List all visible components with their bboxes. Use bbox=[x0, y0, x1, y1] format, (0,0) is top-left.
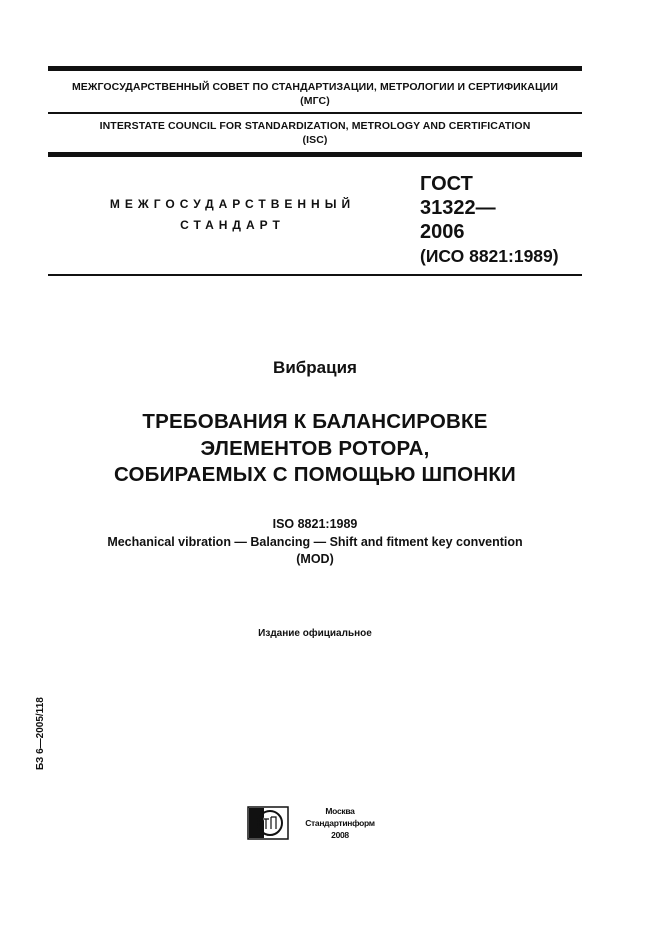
publisher-imprint bbox=[294, 805, 386, 841]
council-ru bbox=[48, 80, 582, 108]
gost-number: 31322— bbox=[420, 197, 496, 219]
interstate-standard-label bbox=[100, 194, 365, 236]
publisher-name: Стандартинформ bbox=[305, 818, 375, 828]
label-line-1: МЕЖГОСУДАРСТВЕННЫЙ bbox=[109, 197, 356, 211]
publisher-city: Москва bbox=[325, 806, 355, 816]
header-bottom-rule bbox=[48, 152, 582, 157]
iso-reference bbox=[48, 516, 582, 569]
gost-designation bbox=[420, 172, 590, 268]
title-line-1: ТРЕБОВАНИЯ К БАЛАНСИРОВКЕ bbox=[142, 410, 488, 433]
council-en-abbr: (ISC) bbox=[302, 134, 328, 146]
council-ru-abbr: (МГС) bbox=[300, 95, 330, 107]
middle-rule bbox=[48, 112, 582, 114]
subject-heading: Вибрация bbox=[273, 358, 357, 377]
document-title bbox=[48, 409, 582, 489]
side-note: БЗ 6—2005/118 bbox=[35, 697, 46, 770]
council-en-name: INTERSTATE COUNCIL FOR STANDARDIZATION, METROLOGY AND CERTIFICATION bbox=[99, 120, 531, 132]
iso-number: ISO 8821:1989 bbox=[272, 517, 358, 531]
publisher-year: 2008 bbox=[331, 830, 349, 840]
label-line-2: СТАНДАРТ bbox=[180, 218, 285, 232]
title-line-3: СОБИРАЕМЫХ С ПОМОЩЬЮ ШПОНКИ bbox=[114, 463, 516, 486]
gost-year: 2006 bbox=[420, 221, 465, 243]
council-ru-name: МЕЖГОСУДАРСТВЕННЫЙ СОВЕТ ПО СТАНДАРТИЗАЦИИ, МЕТРОЛОГИИ И СЕРТИФИКАЦИИ bbox=[71, 81, 559, 93]
council-en bbox=[48, 119, 582, 147]
standartinform-logo-icon bbox=[247, 806, 289, 840]
gost-iso-ref: (ИСО 8821:1989) bbox=[420, 246, 559, 266]
iso-title: Mechanical vibration — Balancing — Shift and fitment key convention bbox=[107, 534, 523, 549]
top-rule bbox=[48, 66, 582, 71]
designation-rule bbox=[48, 274, 582, 276]
title-line-2: ЭЛЕМЕНТОВ РОТОРА, bbox=[200, 436, 430, 460]
gost-label: ГОСТ bbox=[420, 173, 473, 195]
edition-note: Издание официальное bbox=[258, 628, 372, 639]
iso-mod: (MOD) bbox=[296, 552, 334, 566]
